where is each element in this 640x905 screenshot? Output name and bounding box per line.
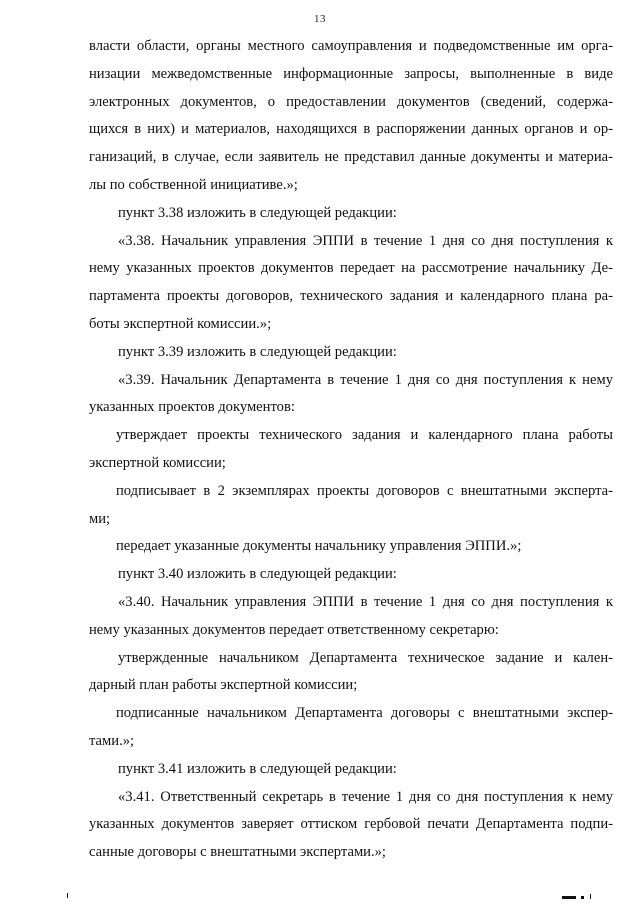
text-line: боты экспертной комиссии.»; (89, 315, 272, 332)
text-line: «3.38. Начальник управления ЭППИ в течение 1 дня со дня поступления к (118, 232, 613, 249)
text-line: «3.39. Начальник Департамента в течение 1 дня со дня поступления к нему (118, 371, 613, 388)
text-line: экспертной комиссии; (89, 454, 226, 471)
text-line: «3.41. Ответственный секретарь в течение 1 дня со дня поступления к нему (118, 788, 613, 805)
text-line: утвержденные начальником Департамента техническое задание и кален- (118, 649, 613, 666)
text-line: указанных документов заверяет оттиском гербовой печати Департамента подпи- (89, 816, 613, 833)
text-line: пункт 3.38 изложить в следующей редакции: (118, 204, 397, 221)
text-line: электронных документов, о предоставлении документов (сведений, содержа- (89, 93, 613, 110)
text-line: «3.40. Начальник управления ЭППИ в течение 1 дня со дня поступления к (118, 593, 613, 610)
text-line: лы по собственной инициативе.»; (89, 176, 298, 193)
text-line: ганизаций, в случае, если заявитель не представил данные документы и материа- (89, 149, 613, 166)
text-line: нему указанных проектов документов передает на рассмотрение начальнику Де- (89, 260, 613, 277)
text-line: ми; (89, 510, 111, 527)
text-line: тами.»; (89, 732, 135, 749)
text-line: партамента проекты договоров, технического задания и календарного плана ра- (89, 288, 613, 305)
text-line: передает указанные документы начальнику управления ЭППИ.»; (116, 538, 522, 555)
text-line: дарный план работы экспертной комиссии; (89, 677, 358, 694)
text-line: власти области, органы местного самоуправления и подведомственные им орга- (89, 38, 613, 54)
scan-mark-right (562, 896, 576, 899)
text-line: щихся в них) и материалов, находящихся в распоряжении данных органов и ор- (89, 121, 613, 138)
text-line: подписанные начальником Департамента договоры с внештатными экспер- (116, 705, 613, 722)
text-line: подписывает в 2 экземплярах проекты договоров с внештатными эксперта- (116, 482, 613, 499)
text-line: низации межведомственные информационные запросы, выполненные в виде (89, 65, 613, 82)
document-body (89, 33, 613, 867)
scan-mark-left (67, 893, 68, 898)
scan-mark-right-tick (590, 894, 591, 899)
scan-mark-right-small (581, 896, 584, 899)
text-line: санные договоры с внештатными экспертами.»; (89, 844, 386, 861)
text-line: нему указанных документов передает ответственному секретарю: (89, 621, 499, 638)
text-line: утверждает проекты технического задания и календарного плана работы (116, 427, 613, 444)
text-line: пункт 3.41 изложить в следующей редакции: (118, 760, 397, 777)
text-line: пункт 3.40 изложить в следующей редакции: (118, 566, 397, 583)
page-number: 13 (314, 13, 326, 25)
text-line: пункт 3.39 изложить в следующей редакции: (118, 343, 397, 360)
text-line: указанных проектов документов: (89, 399, 295, 416)
